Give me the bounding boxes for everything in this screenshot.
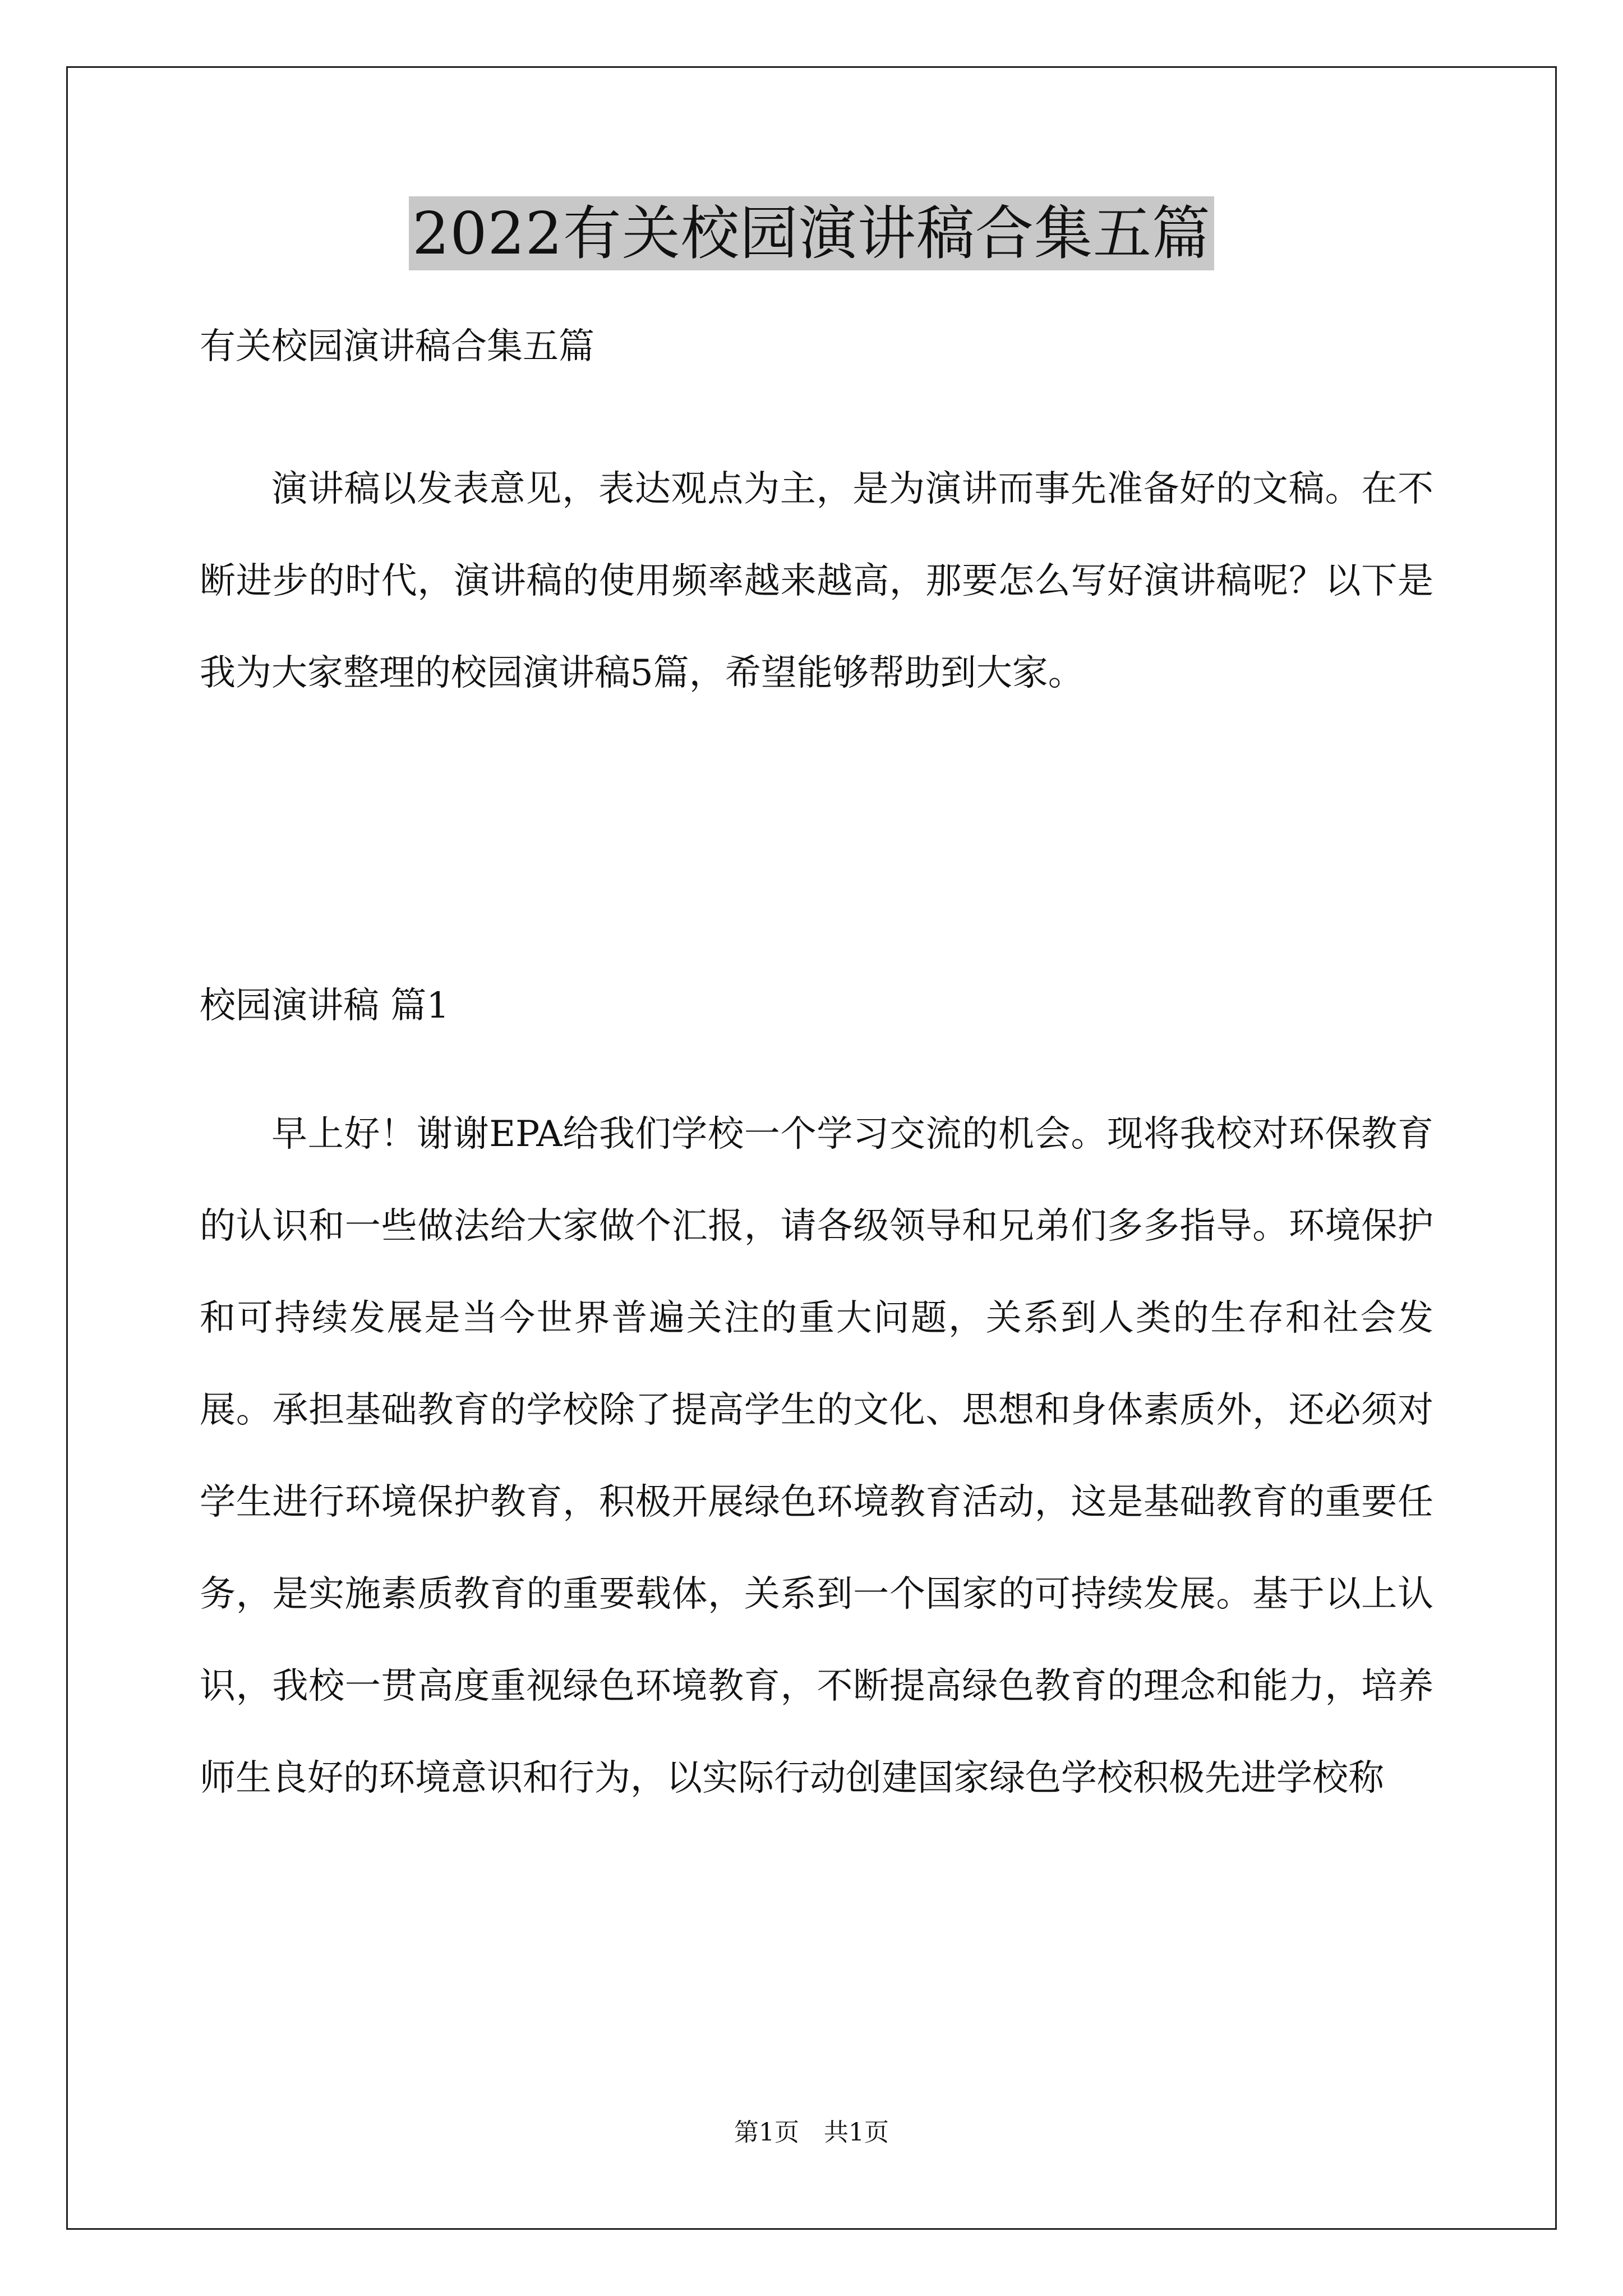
title-container: [0, 196, 1623, 270]
section-heading: 校园演讲稿 篇1: [200, 985, 450, 1027]
document-title: 2022有关校园演讲稿合集五篇: [409, 196, 1214, 270]
intro-paragraph: 演讲稿以发表意见，表达观点为主，是为演讲而事先准备好的文稿。在不断进步的时代，演讲稿的使用频率越来越高，那要怎么写好演讲稿呢？以下是我为大家整理的校园演讲稿5篇，希望能够帮助到大家。: [200, 468, 1433, 694]
page-footer: 第1页 共1页: [734, 2118, 889, 2147]
section-paragraph: 早上好！谢谢EPA给我们学校一个学习交流的机会。现将我校对环保教育的认识和一些做法给大家做个汇报，请各级领导和兄弟们多多指导。环境保护和可持续发展是当今世界普遍关注的重大问题，关系到人类的生存和社会发展。承担基础教育的学校除了提高学生的文化、思想和身体素质外，还必须对学生进行环境保护教育，积极开展绿色环境教育活动，这是基础教育的重要任务，是实施素质教育的重要载体，关系到一个国家的可持续发展。基于以上认识，我校一贯高度重视绿色环境教育，不断提高绿色教育的理念和能力，培养师生良好的环境意识和行为，以实际行动创建国家绿色学校积极先进学校称: [200, 1114, 1433, 1799]
document-subtitle: 有关校园演讲稿合集五篇: [200, 326, 594, 367]
